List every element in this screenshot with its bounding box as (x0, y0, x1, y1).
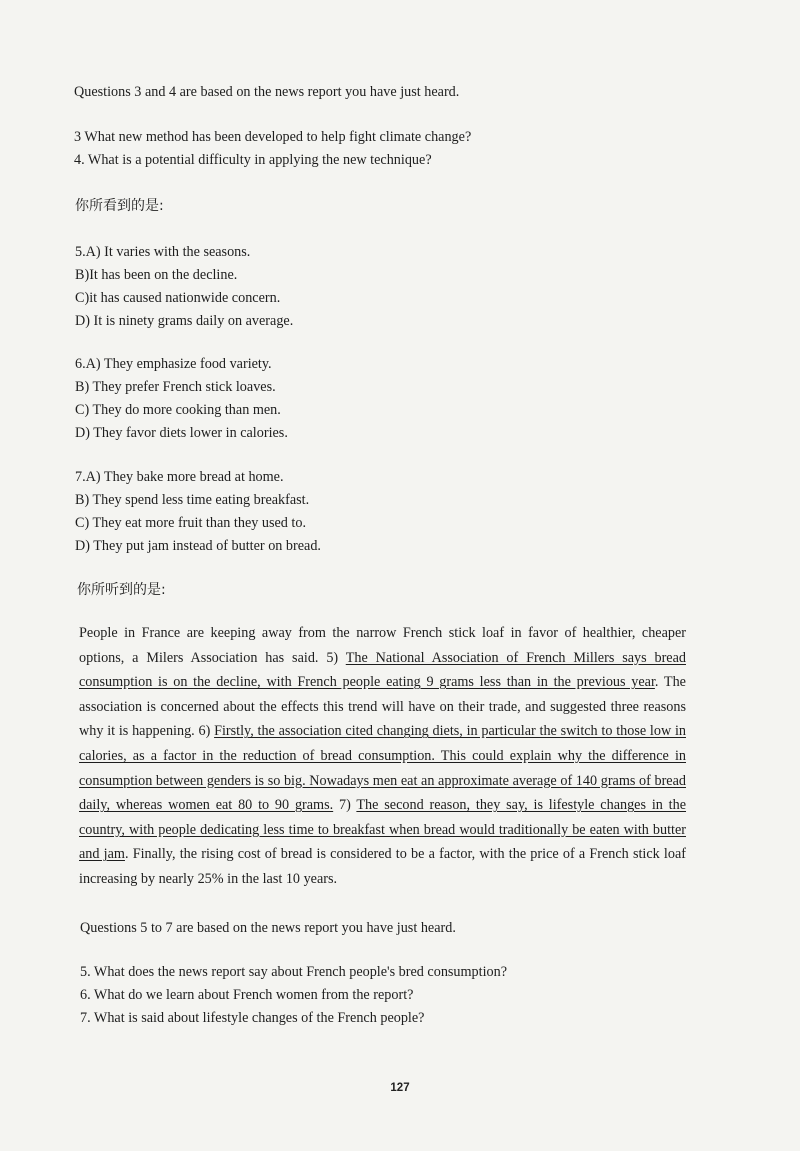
answer-underline-7: The second reason, they say, is lifestyle changes in the country, with people dedicating less time to breakfast when bread would traditionally be eaten with butter and jam (79, 797, 687, 863)
question-6: 6. What do we learn about French women from the report? (80, 987, 414, 1003)
question-7-options (75, 466, 321, 558)
transcript-text-1: People in France are keeping away from the narrow French stick loaf in favor of healthier, cheaper options, a Milers Association has said. 5) (79, 625, 686, 666)
answer-underline-6: Firstly, the association cited changing diets, in particular the switch to those low in calories, as a factor in the reduction of bread consumption. This could explain why the difference in consumption between genders is so big. Nowadays men eat an approximate average of 140 grams of bread daily, whereas women eat 80 to 90 grams. (79, 723, 686, 814)
option-6c: C) They do more cooking than men. (75, 402, 281, 418)
option-7a: 7.A) They bake more bread at home. (75, 469, 284, 485)
transcript-text-4: . Finally, the rising cost of bread is considered to be a factor, with the price of a French stick loaf increasing by nearly 25% in the last 10 years. (79, 846, 686, 887)
transcript-text-3: 7) (333, 797, 357, 814)
questions-3-4-list (74, 126, 471, 172)
seen-section-label: 你所看到的是: (75, 198, 164, 214)
news-transcript (79, 621, 686, 892)
answer-underline-5: The National Association of French Millers says bread consumption is on the decline, with French people eating 9 grams less than in the previous year (79, 649, 686, 691)
questions-3-4-intro: Questions 3 and 4 are based on the news report you have just heard. (74, 84, 460, 100)
option-5a: 5.A) It varies with the seasons. (75, 244, 251, 260)
questions-5-7-intro: Questions 5 to 7 are based on the news report you have just heard. (80, 920, 456, 936)
option-6d: D) They favor diets lower in calories. (75, 425, 288, 441)
option-6a: 6.A) They emphasize food variety. (75, 356, 272, 372)
questions-5-7-list (80, 961, 507, 1030)
question-5: 5. What does the news report say about French people's bred consumption? (80, 964, 508, 980)
page-number: 127 (390, 1082, 410, 1094)
question-4: 4. What is a potential difficulty in applying the new technique? (74, 152, 432, 168)
question-6-options (75, 353, 288, 445)
option-7d: D) They put jam instead of butter on bread. (75, 538, 321, 554)
option-7b: B) They spend less time eating breakfast. (75, 492, 310, 508)
question-5-options (75, 241, 293, 333)
option-6b: B) They prefer French stick loaves. (75, 379, 276, 395)
option-5d: D) It is ninety grams daily on average. (75, 313, 294, 329)
option-5b: B)It has been on the decline. (75, 267, 238, 283)
question-7: 7. What is said about lifestyle changes of the French people? (80, 1010, 425, 1026)
heard-section-label: 你所听到的是: (77, 582, 166, 598)
transcript-text-2: . The association is concerned about the effects this trend will have on their trade, and suggested three reasons why it is happening. 6) (79, 674, 686, 740)
option-7c: C) They eat more fruit than they used to. (75, 515, 307, 531)
option-5c: C)it has caused nationwide concern. (75, 290, 281, 306)
question-3: 3 What new method has been developed to help fight climate change? (74, 129, 472, 145)
